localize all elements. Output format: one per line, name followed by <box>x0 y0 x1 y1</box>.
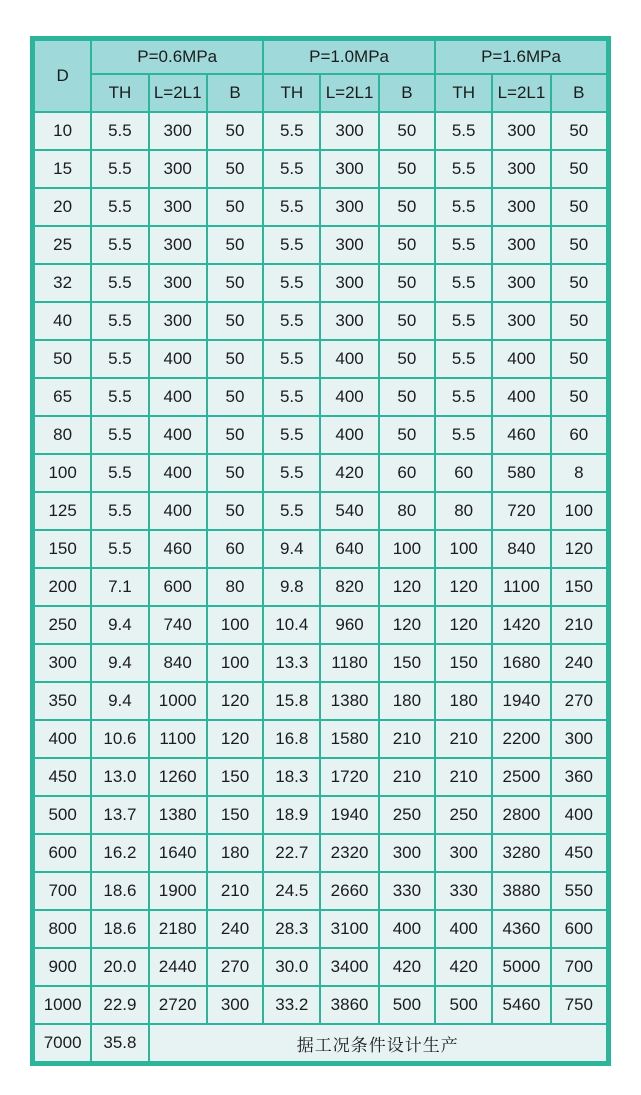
cell-b: 50 <box>380 227 434 263</box>
cell-b: 120 <box>208 721 262 757</box>
cell-th: 5.5 <box>264 417 319 453</box>
cell-th: 150 <box>436 645 491 681</box>
cell-d: 150 <box>35 531 90 567</box>
table-row <box>35 531 606 567</box>
cell-b: 270 <box>552 683 606 719</box>
cell-length: 1100 <box>493 569 549 605</box>
cell-d: 65 <box>35 379 90 415</box>
cell-th: 120 <box>436 569 491 605</box>
cell-length: 1380 <box>150 797 206 833</box>
cell-th: 5.5 <box>92 531 147 567</box>
header-d: D <box>35 41 90 111</box>
cell-th: 9.4 <box>92 645 147 681</box>
subheader-length: L=2L1 <box>150 75 206 111</box>
cell-b: 60 <box>208 531 262 567</box>
cell-b: 80 <box>380 493 434 529</box>
cell-th: 5.5 <box>264 379 319 415</box>
cell-b: 50 <box>380 189 434 225</box>
table-row <box>35 303 606 339</box>
cell-b: 60 <box>552 417 606 453</box>
cell-b: 50 <box>552 265 606 301</box>
cell-b: 400 <box>380 911 434 947</box>
cell-d: 15 <box>35 151 90 187</box>
cell-length: 2500 <box>493 759 549 795</box>
cell-d: 200 <box>35 569 90 605</box>
cell-d: 125 <box>35 493 90 529</box>
cell-b: 50 <box>380 417 434 453</box>
cell-b: 300 <box>552 721 606 757</box>
cell-b: 50 <box>380 379 434 415</box>
cell-th: 5.5 <box>436 265 491 301</box>
table-row <box>35 113 606 149</box>
cell-d: 350 <box>35 683 90 719</box>
cell-b: 150 <box>208 797 262 833</box>
cell-th: 420 <box>436 949 491 985</box>
cell-d: 600 <box>35 835 90 871</box>
cell-length: 300 <box>493 303 549 339</box>
header-pressure-1-0: P=1.0MPa <box>264 41 434 73</box>
table-row <box>35 569 606 605</box>
cell-length: 300 <box>321 227 377 263</box>
cell-th: 9.4 <box>92 607 147 643</box>
cell-length: 1260 <box>150 759 206 795</box>
table-row <box>35 455 606 491</box>
cell-b: 150 <box>208 759 262 795</box>
cell-d: 7000 <box>35 1025 90 1061</box>
cell-th: 13.0 <box>92 759 147 795</box>
cell-length: 820 <box>321 569 377 605</box>
cell-th: 5.5 <box>92 227 147 263</box>
cell-th: 10.6 <box>92 721 147 757</box>
cell-b: 750 <box>552 987 606 1023</box>
cell-b: 120 <box>380 569 434 605</box>
subheader-b: B <box>552 75 606 111</box>
cell-th: 210 <box>436 721 491 757</box>
cell-length: 540 <box>321 493 377 529</box>
cell-length: 3100 <box>321 911 377 947</box>
cell-b: 50 <box>380 303 434 339</box>
cell-d: 80 <box>35 417 90 453</box>
cell-th: 10.4 <box>264 607 319 643</box>
cell-length: 400 <box>150 341 206 377</box>
cell-length: 2180 <box>150 911 206 947</box>
cell-length: 300 <box>321 151 377 187</box>
cell-length: 300 <box>493 265 549 301</box>
cell-length: 2720 <box>150 987 206 1023</box>
cell-b: 50 <box>208 417 262 453</box>
cell-d: 50 <box>35 341 90 377</box>
cell-b: 50 <box>208 227 262 263</box>
cell-length: 300 <box>321 113 377 149</box>
cell-th: 5.5 <box>436 189 491 225</box>
cell-th: 22.9 <box>92 987 147 1023</box>
table-row <box>35 341 606 377</box>
cell-b: 240 <box>552 645 606 681</box>
cell-th: 5.5 <box>92 341 147 377</box>
table-row <box>35 265 606 301</box>
cell-th: 24.5 <box>264 873 319 909</box>
cell-b: 300 <box>380 835 434 871</box>
cell-th: 120 <box>436 607 491 643</box>
cell-b: 120 <box>208 683 262 719</box>
cell-th: 18.6 <box>92 873 147 909</box>
custom-design-note: 据工况条件设计生产 <box>150 1025 606 1061</box>
cell-b: 120 <box>552 531 606 567</box>
cell-length: 2800 <box>493 797 549 833</box>
cell-length: 300 <box>150 113 206 149</box>
cell-length: 300 <box>493 227 549 263</box>
cell-b: 420 <box>380 949 434 985</box>
cell-b: 50 <box>380 113 434 149</box>
cell-b: 50 <box>380 265 434 301</box>
cell-th: 20.0 <box>92 949 147 985</box>
header-pressure-1-6: P=1.6MPa <box>436 41 606 73</box>
cell-th: 5.5 <box>92 265 147 301</box>
cell-th: 5.5 <box>92 189 147 225</box>
table-row <box>35 379 606 415</box>
spec-table <box>33 39 608 1063</box>
cell-th: 28.3 <box>264 911 319 947</box>
cell-b: 50 <box>552 379 606 415</box>
cell-b: 50 <box>208 265 262 301</box>
cell-length: 460 <box>150 531 206 567</box>
cell-d: 400 <box>35 721 90 757</box>
cell-length: 2320 <box>321 835 377 871</box>
subheader-th: TH <box>92 75 147 111</box>
cell-b: 50 <box>552 341 606 377</box>
cell-th: 100 <box>436 531 491 567</box>
subheader-length: L=2L1 <box>321 75 377 111</box>
cell-length: 640 <box>321 531 377 567</box>
cell-b: 700 <box>552 949 606 985</box>
cell-b: 330 <box>380 873 434 909</box>
cell-length: 300 <box>321 303 377 339</box>
cell-length: 3400 <box>321 949 377 985</box>
cell-th: 210 <box>436 759 491 795</box>
cell-b: 50 <box>208 379 262 415</box>
table-header <box>35 41 606 111</box>
cell-th: 330 <box>436 873 491 909</box>
cell-th: 18.3 <box>264 759 319 795</box>
cell-b: 50 <box>208 189 262 225</box>
cell-length: 300 <box>150 265 206 301</box>
cell-d: 100 <box>35 455 90 491</box>
cell-length: 1680 <box>493 645 549 681</box>
cell-d: 25 <box>35 227 90 263</box>
cell-length: 300 <box>321 265 377 301</box>
cell-b: 100 <box>208 645 262 681</box>
table-row <box>35 683 606 719</box>
table-row <box>35 189 606 225</box>
cell-th: 5.5 <box>436 303 491 339</box>
table-row <box>35 987 606 1023</box>
cell-th: 22.7 <box>264 835 319 871</box>
cell-b: 600 <box>552 911 606 947</box>
cell-th: 5.5 <box>264 265 319 301</box>
subheader-th: TH <box>436 75 491 111</box>
table-row <box>35 493 606 529</box>
cell-d: 20 <box>35 189 90 225</box>
cell-b: 50 <box>208 455 262 491</box>
cell-length: 1720 <box>321 759 377 795</box>
cell-th: 80 <box>436 493 491 529</box>
cell-length: 3280 <box>493 835 549 871</box>
cell-length: 1940 <box>493 683 549 719</box>
cell-b: 240 <box>208 911 262 947</box>
table-row <box>35 417 606 453</box>
cell-length: 400 <box>493 379 549 415</box>
table-row <box>35 873 606 909</box>
cell-th: 7.1 <box>92 569 147 605</box>
subheader-th: TH <box>264 75 319 111</box>
table-row <box>35 911 606 947</box>
cell-length: 3880 <box>493 873 549 909</box>
cell-d: 500 <box>35 797 90 833</box>
cell-th: 5.5 <box>92 303 147 339</box>
cell-b: 100 <box>208 607 262 643</box>
cell-th: 5.5 <box>92 113 147 149</box>
subheader-length: L=2L1 <box>493 75 549 111</box>
cell-length: 1420 <box>493 607 549 643</box>
cell-b: 250 <box>380 797 434 833</box>
cell-b: 50 <box>380 341 434 377</box>
cell-length: 580 <box>493 455 549 491</box>
cell-length: 400 <box>150 379 206 415</box>
cell-b: 210 <box>380 759 434 795</box>
cell-b: 50 <box>208 113 262 149</box>
cell-length: 300 <box>493 151 549 187</box>
cell-th: 33.2 <box>264 987 319 1023</box>
cell-th: 5.5 <box>264 151 319 187</box>
table-row <box>35 227 606 263</box>
table-row <box>35 607 606 643</box>
cell-th: 5.5 <box>92 455 147 491</box>
cell-th: 30.0 <box>264 949 319 985</box>
cell-b: 550 <box>552 873 606 909</box>
cell-d: 10 <box>35 113 90 149</box>
cell-b: 50 <box>208 341 262 377</box>
cell-d: 32 <box>35 265 90 301</box>
header-pressure-0-6: P=0.6MPa <box>92 41 262 73</box>
cell-th: 180 <box>436 683 491 719</box>
cell-d: 1000 <box>35 987 90 1023</box>
cell-b: 50 <box>208 493 262 529</box>
cell-length: 2200 <box>493 721 549 757</box>
cell-th: 5.5 <box>436 151 491 187</box>
cell-length: 960 <box>321 607 377 643</box>
cell-length: 400 <box>493 341 549 377</box>
cell-length: 400 <box>150 493 206 529</box>
cell-length: 400 <box>150 455 206 491</box>
cell-d: 900 <box>35 949 90 985</box>
cell-th: 18.9 <box>264 797 319 833</box>
cell-length: 840 <box>150 645 206 681</box>
cell-length: 1900 <box>150 873 206 909</box>
cell-length: 3860 <box>321 987 377 1023</box>
cell-th: 300 <box>436 835 491 871</box>
cell-length: 1940 <box>321 797 377 833</box>
cell-d: 250 <box>35 607 90 643</box>
table-row <box>35 949 606 985</box>
cell-th: 18.6 <box>92 911 147 947</box>
table-row <box>35 721 606 757</box>
cell-b: 400 <box>552 797 606 833</box>
cell-d: 40 <box>35 303 90 339</box>
cell-th: 60 <box>436 455 491 491</box>
cell-length: 1180 <box>321 645 377 681</box>
cell-b: 50 <box>552 113 606 149</box>
cell-th: 5.5 <box>436 417 491 453</box>
table-row <box>35 835 606 871</box>
cell-b: 300 <box>208 987 262 1023</box>
cell-b: 500 <box>380 987 434 1023</box>
cell-length: 1000 <box>150 683 206 719</box>
subheader-b: B <box>208 75 262 111</box>
table-row <box>35 645 606 681</box>
cell-length: 1380 <box>321 683 377 719</box>
cell-th: 9.4 <box>92 683 147 719</box>
cell-length: 740 <box>150 607 206 643</box>
cell-length: 1100 <box>150 721 206 757</box>
cell-th: 500 <box>436 987 491 1023</box>
cell-length: 840 <box>493 531 549 567</box>
cell-length: 420 <box>321 455 377 491</box>
cell-b: 100 <box>552 493 606 529</box>
cell-length: 1580 <box>321 721 377 757</box>
cell-length: 460 <box>493 417 549 453</box>
cell-length: 300 <box>493 189 549 225</box>
cell-th: 16.8 <box>264 721 319 757</box>
cell-d: 700 <box>35 873 90 909</box>
cell-b: 210 <box>208 873 262 909</box>
cell-b: 150 <box>552 569 606 605</box>
cell-b: 150 <box>380 645 434 681</box>
cell-th: 5.5 <box>264 303 319 339</box>
cell-th: 5.5 <box>436 227 491 263</box>
cell-th: 13.3 <box>264 645 319 681</box>
cell-b: 360 <box>552 759 606 795</box>
cell-b: 120 <box>380 607 434 643</box>
cell-b: 80 <box>208 569 262 605</box>
cell-length: 300 <box>150 189 206 225</box>
cell-length: 400 <box>321 341 377 377</box>
cell-th: 5.5 <box>264 113 319 149</box>
cell-b: 60 <box>380 455 434 491</box>
cell-th: 13.7 <box>92 797 147 833</box>
cell-b: 50 <box>552 189 606 225</box>
cell-length: 400 <box>321 417 377 453</box>
cell-th: 400 <box>436 911 491 947</box>
cell-b: 50 <box>208 151 262 187</box>
cell-th: 5.5 <box>92 379 147 415</box>
cell-b: 8 <box>552 455 606 491</box>
cell-b: 180 <box>380 683 434 719</box>
cell-th: 5.5 <box>264 227 319 263</box>
cell-b: 50 <box>208 303 262 339</box>
cell-length: 300 <box>493 113 549 149</box>
cell-th: 16.2 <box>92 835 147 871</box>
cell-th: 5.5 <box>264 493 319 529</box>
cell-b: 50 <box>552 303 606 339</box>
cell-length: 300 <box>150 303 206 339</box>
cell-th: 5.5 <box>436 379 491 415</box>
table-row <box>35 797 606 833</box>
cell-length: 2660 <box>321 873 377 909</box>
cell-th: 35.8 <box>92 1025 147 1061</box>
cell-th: 5.5 <box>436 113 491 149</box>
cell-length: 2440 <box>150 949 206 985</box>
cell-d: 300 <box>35 645 90 681</box>
cell-b: 210 <box>380 721 434 757</box>
cell-length: 4360 <box>493 911 549 947</box>
cell-th: 5.5 <box>264 341 319 377</box>
cell-length: 300 <box>321 189 377 225</box>
cell-length: 720 <box>493 493 549 529</box>
cell-th: 9.4 <box>264 531 319 567</box>
cell-b: 180 <box>208 835 262 871</box>
subheader-b: B <box>380 75 434 111</box>
cell-length: 5000 <box>493 949 549 985</box>
cell-length: 600 <box>150 569 206 605</box>
cell-th: 250 <box>436 797 491 833</box>
table-row-last <box>35 1025 606 1061</box>
cell-th: 5.5 <box>264 189 319 225</box>
cell-length: 1640 <box>150 835 206 871</box>
cell-length: 5460 <box>493 987 549 1023</box>
table-row <box>35 151 606 187</box>
cell-b: 100 <box>380 531 434 567</box>
cell-b: 450 <box>552 835 606 871</box>
cell-b: 270 <box>208 949 262 985</box>
cell-th: 5.5 <box>92 493 147 529</box>
cell-d: 450 <box>35 759 90 795</box>
cell-th: 9.8 <box>264 569 319 605</box>
cell-b: 50 <box>380 151 434 187</box>
cell-th: 15.8 <box>264 683 319 719</box>
cell-length: 300 <box>150 227 206 263</box>
cell-d: 800 <box>35 911 90 947</box>
cell-th: 5.5 <box>436 341 491 377</box>
cell-b: 50 <box>552 227 606 263</box>
spec-table-frame <box>30 36 611 1066</box>
table-body <box>35 113 606 1061</box>
cell-th: 5.5 <box>92 151 147 187</box>
cell-b: 50 <box>552 151 606 187</box>
table-row <box>35 759 606 795</box>
cell-th: 5.5 <box>264 455 319 491</box>
cell-length: 400 <box>321 379 377 415</box>
cell-length: 400 <box>150 417 206 453</box>
cell-b: 210 <box>552 607 606 643</box>
cell-length: 300 <box>150 151 206 187</box>
cell-th: 5.5 <box>92 417 147 453</box>
